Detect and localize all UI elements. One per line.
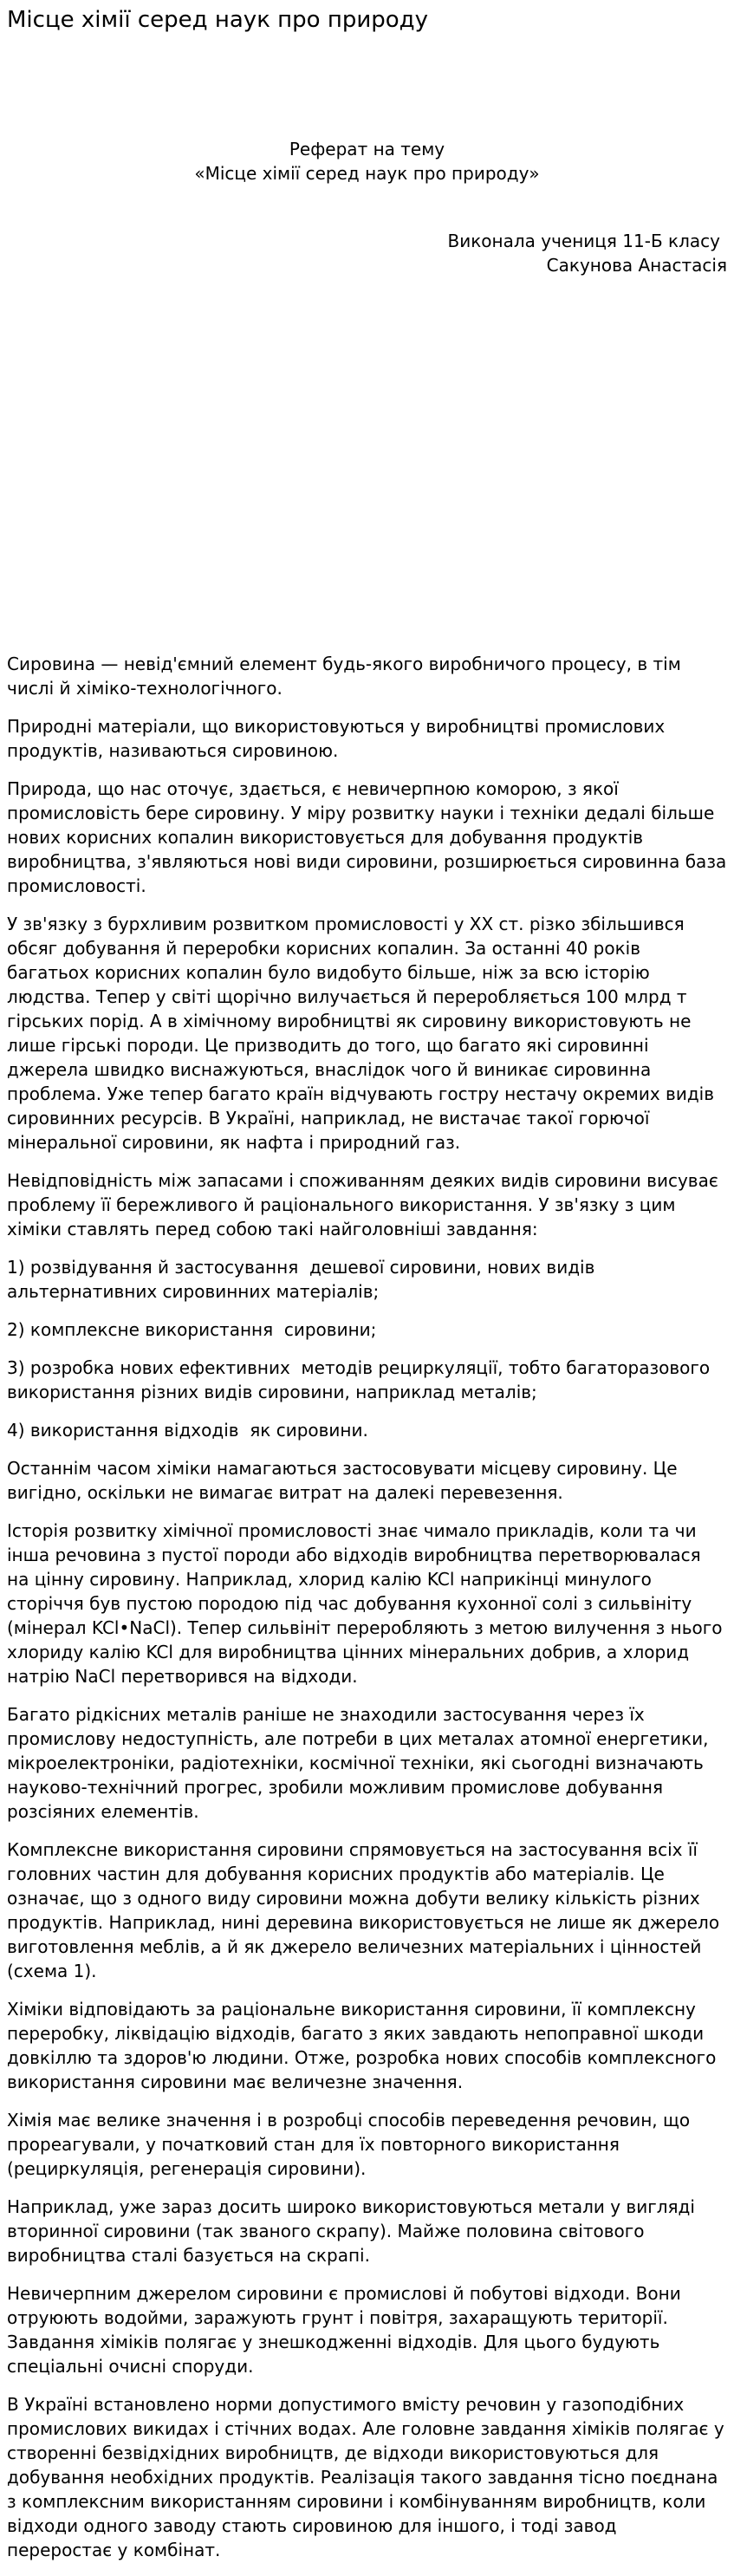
paragraph: Природа, що нас оточує, здається, є невичерпною коморою, з якої промисловість бере сировину. У міру розвитку науки і техніки дедалі більше нових корисних копалин використовується для добування продуктів виробництва, з'являються нові види сировини, розширюється сировинна база промисловості. — [7, 778, 732, 896]
task-item: 2) комплексне використання сировини; — [7, 1319, 377, 1340]
paragraph: Наприклад, уже зараз досить широко використовуються метали у вигляді вторинної сировини (так званого скрапу). Майже половина світового виробництва сталі базується на скрапі. — [7, 2196, 701, 2266]
paragraph: Природні матеріали, що використовуються у виробництві промислових продуктів, називаються сировиною. — [7, 716, 671, 761]
paragraph: Останнім часом хіміки намагаються застосовувати місцеву сировину. Це вигідно, оскільки не вимагає витрат на далекі перевезення. — [7, 1458, 683, 1503]
paragraph: У зв'язку з бурхливим розвитком промисловості у XX ст. різко збільшився обсяг добування й переробки корисних копалин. За останні 40 років багатьох корисних копалин було видобуто більше, ніж за всю історію людства. Тепер у світі щорічно вилучається й переробляється 100 млрд т гірських порід. А в хімічному виробництві як сировину використовують не лише гірські породи. Це призводить до того, що багато які сировинні джерела швидко виснажуються, внаслідок чого й виникає сировинна проблема. Уже тепер багато країн відчувають гостру нестачу окремих видів сировинних ресурсів. В Україні, наприклад, не вистачає такої горючої мінеральної сировини, як нафта і природний газ. — [7, 914, 720, 1153]
paragraph: Хімія має велике значення і в розробці способів переведення речовин, що прореагували, у початковий стан для їх повторного використання (рециркуляція, регенерація сировини). — [7, 2110, 696, 2179]
task-item: 3) розробка нових ефективних методів рециркуляції, тобто багаторазового використання різних видів сировини, наприклад металів; — [7, 1357, 716, 1402]
paragraph: Комплексне використання сировини спрямовується на застосування всіх її головних частин для добування корисних продуктів або матеріалів. Це означає, що з одного виду сировини можна добути велику кількість різних продуктів. Наприклад, нині деревина використовується не лише як джерело виготовлення меблів, а й як джерело величезних матеріальних і цінностей (схема 1). — [7, 1839, 725, 1981]
author-class-line: Виконала учениця 11-Б класу — [447, 231, 720, 251]
title-page-block — [0, 137, 734, 185]
paragraph: Сировина — невід'ємний елемент будь-якого виробничого процесу, в тім числі й хіміко-технологічного. — [7, 654, 687, 699]
document-title: Місце хімії серед наук про природу — [7, 7, 429, 33]
task-item: 4) використання відходів як сировини. — [7, 1420, 368, 1441]
paragraph: В Україні встановлено норми допустимого вмісту речовин у газоподібних промислових викидах і стічних водах. Але головне завдання хіміків полягає у створенні безвідхідних виробництв, де відходи використовуються для добування необхідних продуктів. Реалізація такого завдання тісно поєднана з комплексним використанням сировини і комбінуванням виробництв, коли відходи одного заводу стають сировиною для іншого, і тоді завод переростає у комбінат. — [7, 2394, 731, 2560]
task-item: 1) розвідування й застосування дешевої сировини, нових видів альтернативних сировинних матеріалів; — [7, 1257, 601, 1302]
paragraph: Хіміки відповідають за раціональне використання сировини, її комплексну переробку, ліквідацію відходів, багато з яких завдають непоправної шкоди довкіллю та здоров'ю людини. Отже, розробка нових способів комплексного використання сировини має величезне значення. — [7, 1999, 722, 2092]
essay-caption: Реферат на тему — [289, 139, 445, 159]
author-name-line: Сакунова Анастасія — [546, 255, 727, 276]
essay-body — [7, 652, 732, 2576]
author-block — [448, 229, 728, 277]
paragraph: Невичерпним джерелом сировини є промислові й побутові відходи. Вони отруюють водойми, заражують грунт і повітря, захаращують території. Завдання хіміків полягає у знешкодженні відходів. Для цього будують спеціальні очисні споруди. — [7, 2283, 687, 2377]
paragraph: Невідповідність між запасами і споживанням деяких видів сировини висуває проблему її бережливого й раціонального використання. У зв'язку з цим хіміки ставлять перед собою такі найголовніші завдання: — [7, 1170, 724, 1239]
paragraph: Історія розвитку хімічної промисловості знає чимало прикладів, коли та чи інша речовина з пустої породи або відходів виробництва перетворювалася на цінну сировину. Наприклад, хлорид калію KCl наприкінці минулого сторіччя був пустою породою під час добування кухонної солі з сильвініту (мінерал KCl•NaCl). Тепер сильвініт переробляють з метою вилучення з нього хлориду калію KCl для виробництва цінних мінеральних добрив, а хлорид натрію NaCl перетворився на відходи. — [7, 1520, 728, 1687]
essay-topic: «Місце хімії серед наук про природу» — [194, 163, 540, 184]
paragraph: Багато рідкісних металів раніше не знаходили застосування через їх промислову недоступність, але потреби в цих металах атомної енергетики, мікроелектроніки, радіотехніки, космічної техніки, які сьогодні визначають науково-технічний прогрес, зробили можливим промислове добування розсіяних елементів. — [7, 1704, 714, 1822]
